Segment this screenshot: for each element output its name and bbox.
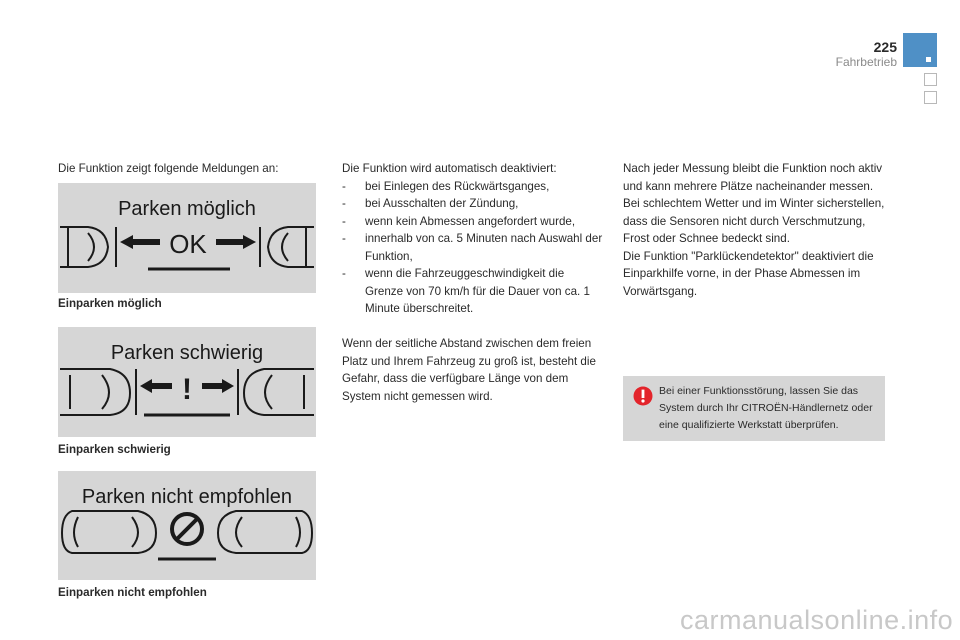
list-item: - bei Ausschalten der Zündung, [342, 195, 604, 213]
arrow-left-icon [140, 379, 172, 393]
list-item: - innerhalb von ca. 5 Minuten nach Auswahl der Funktion, [342, 230, 604, 265]
arrow-left-icon [120, 235, 160, 249]
caption-difficult: Einparken schwierig [58, 443, 171, 456]
car-right-icon [218, 511, 312, 553]
note-paragraph-1: Nach jeder Messung bleibt die Funktion noch aktiv und kann mehrere Plätze nacheinander messen. [623, 162, 883, 193]
car-right-icon [244, 369, 314, 415]
list-item: - wenn kein Abmessen angefordert wurde, [342, 213, 604, 231]
arrow-right-icon [202, 379, 234, 393]
notes-section [623, 160, 885, 300]
no-entry-icon [172, 514, 202, 544]
warning-exclamation-icon [633, 386, 653, 406]
note-paragraph-3: Die Funktion "Parklückendetektor" deaktiviert die Einparkhilfe vorne, in der Phase Abmessen im Vorwärtsgang. [623, 249, 874, 298]
chapter-box-2 [924, 91, 937, 104]
distance-paragraph: Wenn der seitliche Abstand zwischen dem freien Platz und Ihrem Fahrzeug zu groß ist, besteht die Gefahr, dass die verfügbare Länge von dem System nicht gemessen wird. [342, 337, 596, 403]
deactivation-list [342, 178, 604, 318]
warning-box [623, 376, 885, 441]
display-sign: ! [182, 373, 192, 406]
car-left-icon [60, 369, 130, 415]
warning-text: Bei einer Funktionsstörung, lassen Sie das System durch Ihr CITROËN-Händlernetz oder eine qualifizierte Werkstatt überprüfen. [659, 385, 873, 431]
display-panel-not-recommended [58, 471, 316, 580]
caption-possible: Einparken möglich [58, 297, 162, 310]
list-item: - wenn die Fahrzeuggeschwindigkeit die Grenze von 70 km/h für die Dauer von ca. 1 Minute überschreitet. [342, 265, 604, 318]
page-number: 225 [873, 39, 897, 55]
car-left-icon [62, 511, 156, 553]
chapter-tab-marker [926, 57, 931, 62]
deactivation-section [342, 160, 604, 405]
watermark: carmanualsonline.info [680, 605, 954, 635]
car-right-icon [268, 227, 314, 267]
display-sign: OK [169, 229, 207, 259]
note-paragraph-2: Bei schlechtem Wetter und im Winter sicherstellen, dass die Sensoren nicht durch Verschmutzung, Frost oder Schnee bedeckt sind. [623, 197, 885, 245]
deactivation-heading: Die Funktion wird automatisch deaktiviert: [342, 162, 557, 175]
display-panel-possible [58, 183, 316, 293]
chapter-tab [903, 33, 937, 67]
arrow-right-icon [216, 235, 256, 249]
display-title: Parken schwierig [110, 342, 264, 364]
display-title: Parken nicht empfohlen [81, 486, 293, 508]
list-item: - bei Einlegen des Rückwärtsganges, [342, 178, 604, 196]
caption-not-recommended: Einparken nicht empfohlen [58, 586, 207, 599]
display-title: Parken möglich [118, 198, 256, 220]
intro-text: Die Funktion zeigt folgende Meldungen an: [58, 162, 279, 175]
chapter-box-1 [924, 73, 937, 86]
car-left-icon [60, 227, 108, 267]
chapter-title: Fahrbetrieb [835, 55, 897, 69]
display-panel-difficult [58, 327, 316, 437]
